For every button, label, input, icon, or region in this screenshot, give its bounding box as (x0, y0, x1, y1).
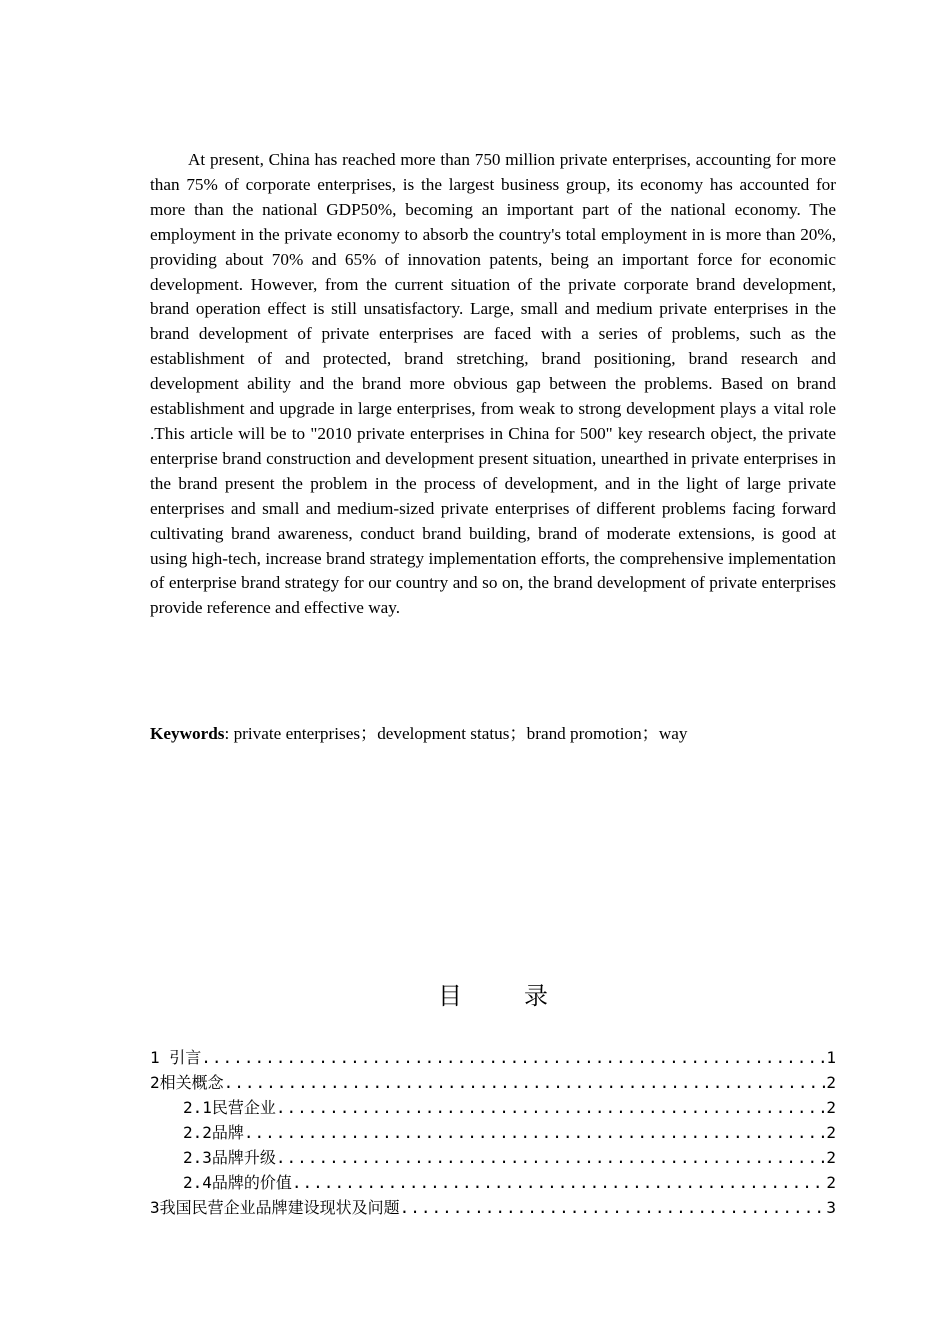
toc-entry-page: 2 (826, 1073, 836, 1092)
toc-title-char-2: 录 (524, 982, 548, 1010)
keywords-text: private enterprises；development status；brand promotion；way (233, 724, 688, 743)
toc-dot-leader (224, 1070, 827, 1095)
toc-dot-leader (292, 1170, 826, 1195)
toc-entry-label: 2.2品牌 (183, 1123, 244, 1142)
toc-entry[interactable] (150, 1045, 836, 1070)
toc-entry[interactable] (150, 1070, 836, 1095)
toc-entry-label: 1 引言 (150, 1048, 202, 1067)
toc-subentry[interactable] (150, 1145, 836, 1170)
keywords-separator: : (224, 724, 234, 743)
toc-dot-leader (244, 1120, 826, 1145)
toc-entry-page: 3 (826, 1198, 836, 1217)
toc-dot-leader (276, 1095, 826, 1120)
toc-entry-page: 2 (826, 1173, 836, 1192)
toc-entry-label: 2.3品牌升级 (183, 1148, 276, 1167)
toc-title-char-1: 目 (438, 982, 462, 1010)
toc-entry-page: 2 (826, 1123, 836, 1142)
toc-dot-leader (400, 1195, 827, 1220)
toc-subentry[interactable] (150, 1095, 836, 1120)
toc-subentry[interactable] (150, 1170, 836, 1195)
toc-subentry[interactable] (150, 1120, 836, 1145)
keywords-line (150, 721, 836, 746)
toc-entry-label: 2.1民营企业 (183, 1098, 276, 1117)
toc-entry-label: 2相关概念 (150, 1073, 224, 1092)
keywords-label: Keywords (150, 724, 225, 743)
toc-entry-label: 2.4品牌的价值 (183, 1173, 292, 1192)
toc-dot-leader (201, 1045, 826, 1070)
toc-entry[interactable] (150, 1195, 836, 1220)
toc-title (438, 980, 548, 1012)
abstract-paragraph: At present, China has reached more than 750 million private enterprises, accounting for more than 75% of corporate enterprises, is the largest business group, its economy has accounted for more than the national GDP50%, becoming an important part of the national economy. The employment in the private economy to absorb the country's total employment in is more than 20%, providing about 70% and 65% of innovation patents, being an important force for economic development. However, from the current situation of the private corporate brand development, brand operation effect is still unsatisfactory. Large, small and medium private enterprises in the brand development of private enterprises are faced with a series of problems, such as the establishment of and protected, brand stretching, brand positioning, brand research and development ability and the brand more obvious gap between the problems. Based on brand establishment and upgrade in large enterprises, from weak to strong development plays a vital role .This article will be to "2010 private enterprises in China for 500" key research object, the private enterprise brand construction and development present situation, unearthed in private enterprises in the brand present the problem in the process of development, and in the light of large private enterprises and small and medium-sized private enterprises of different problems facing forward cultivating brand awareness, conduct brand building, brand of moderate extensions, is good at using high-tech, increase brand strategy implementation efforts, the comprehensive implementation of enterprise brand strategy for our country and so on, the brand development of private enterprises provide reference and effective way. (150, 150, 836, 618)
toc-entry-label: 3我国民营企业品牌建设现状及问题 (150, 1198, 400, 1217)
table-of-contents (150, 1045, 836, 1220)
toc-entry-page: 1 (826, 1048, 836, 1067)
toc-dot-leader (276, 1145, 826, 1170)
toc-entry-page: 2 (826, 1148, 836, 1167)
toc-entry-page: 2 (826, 1098, 836, 1117)
